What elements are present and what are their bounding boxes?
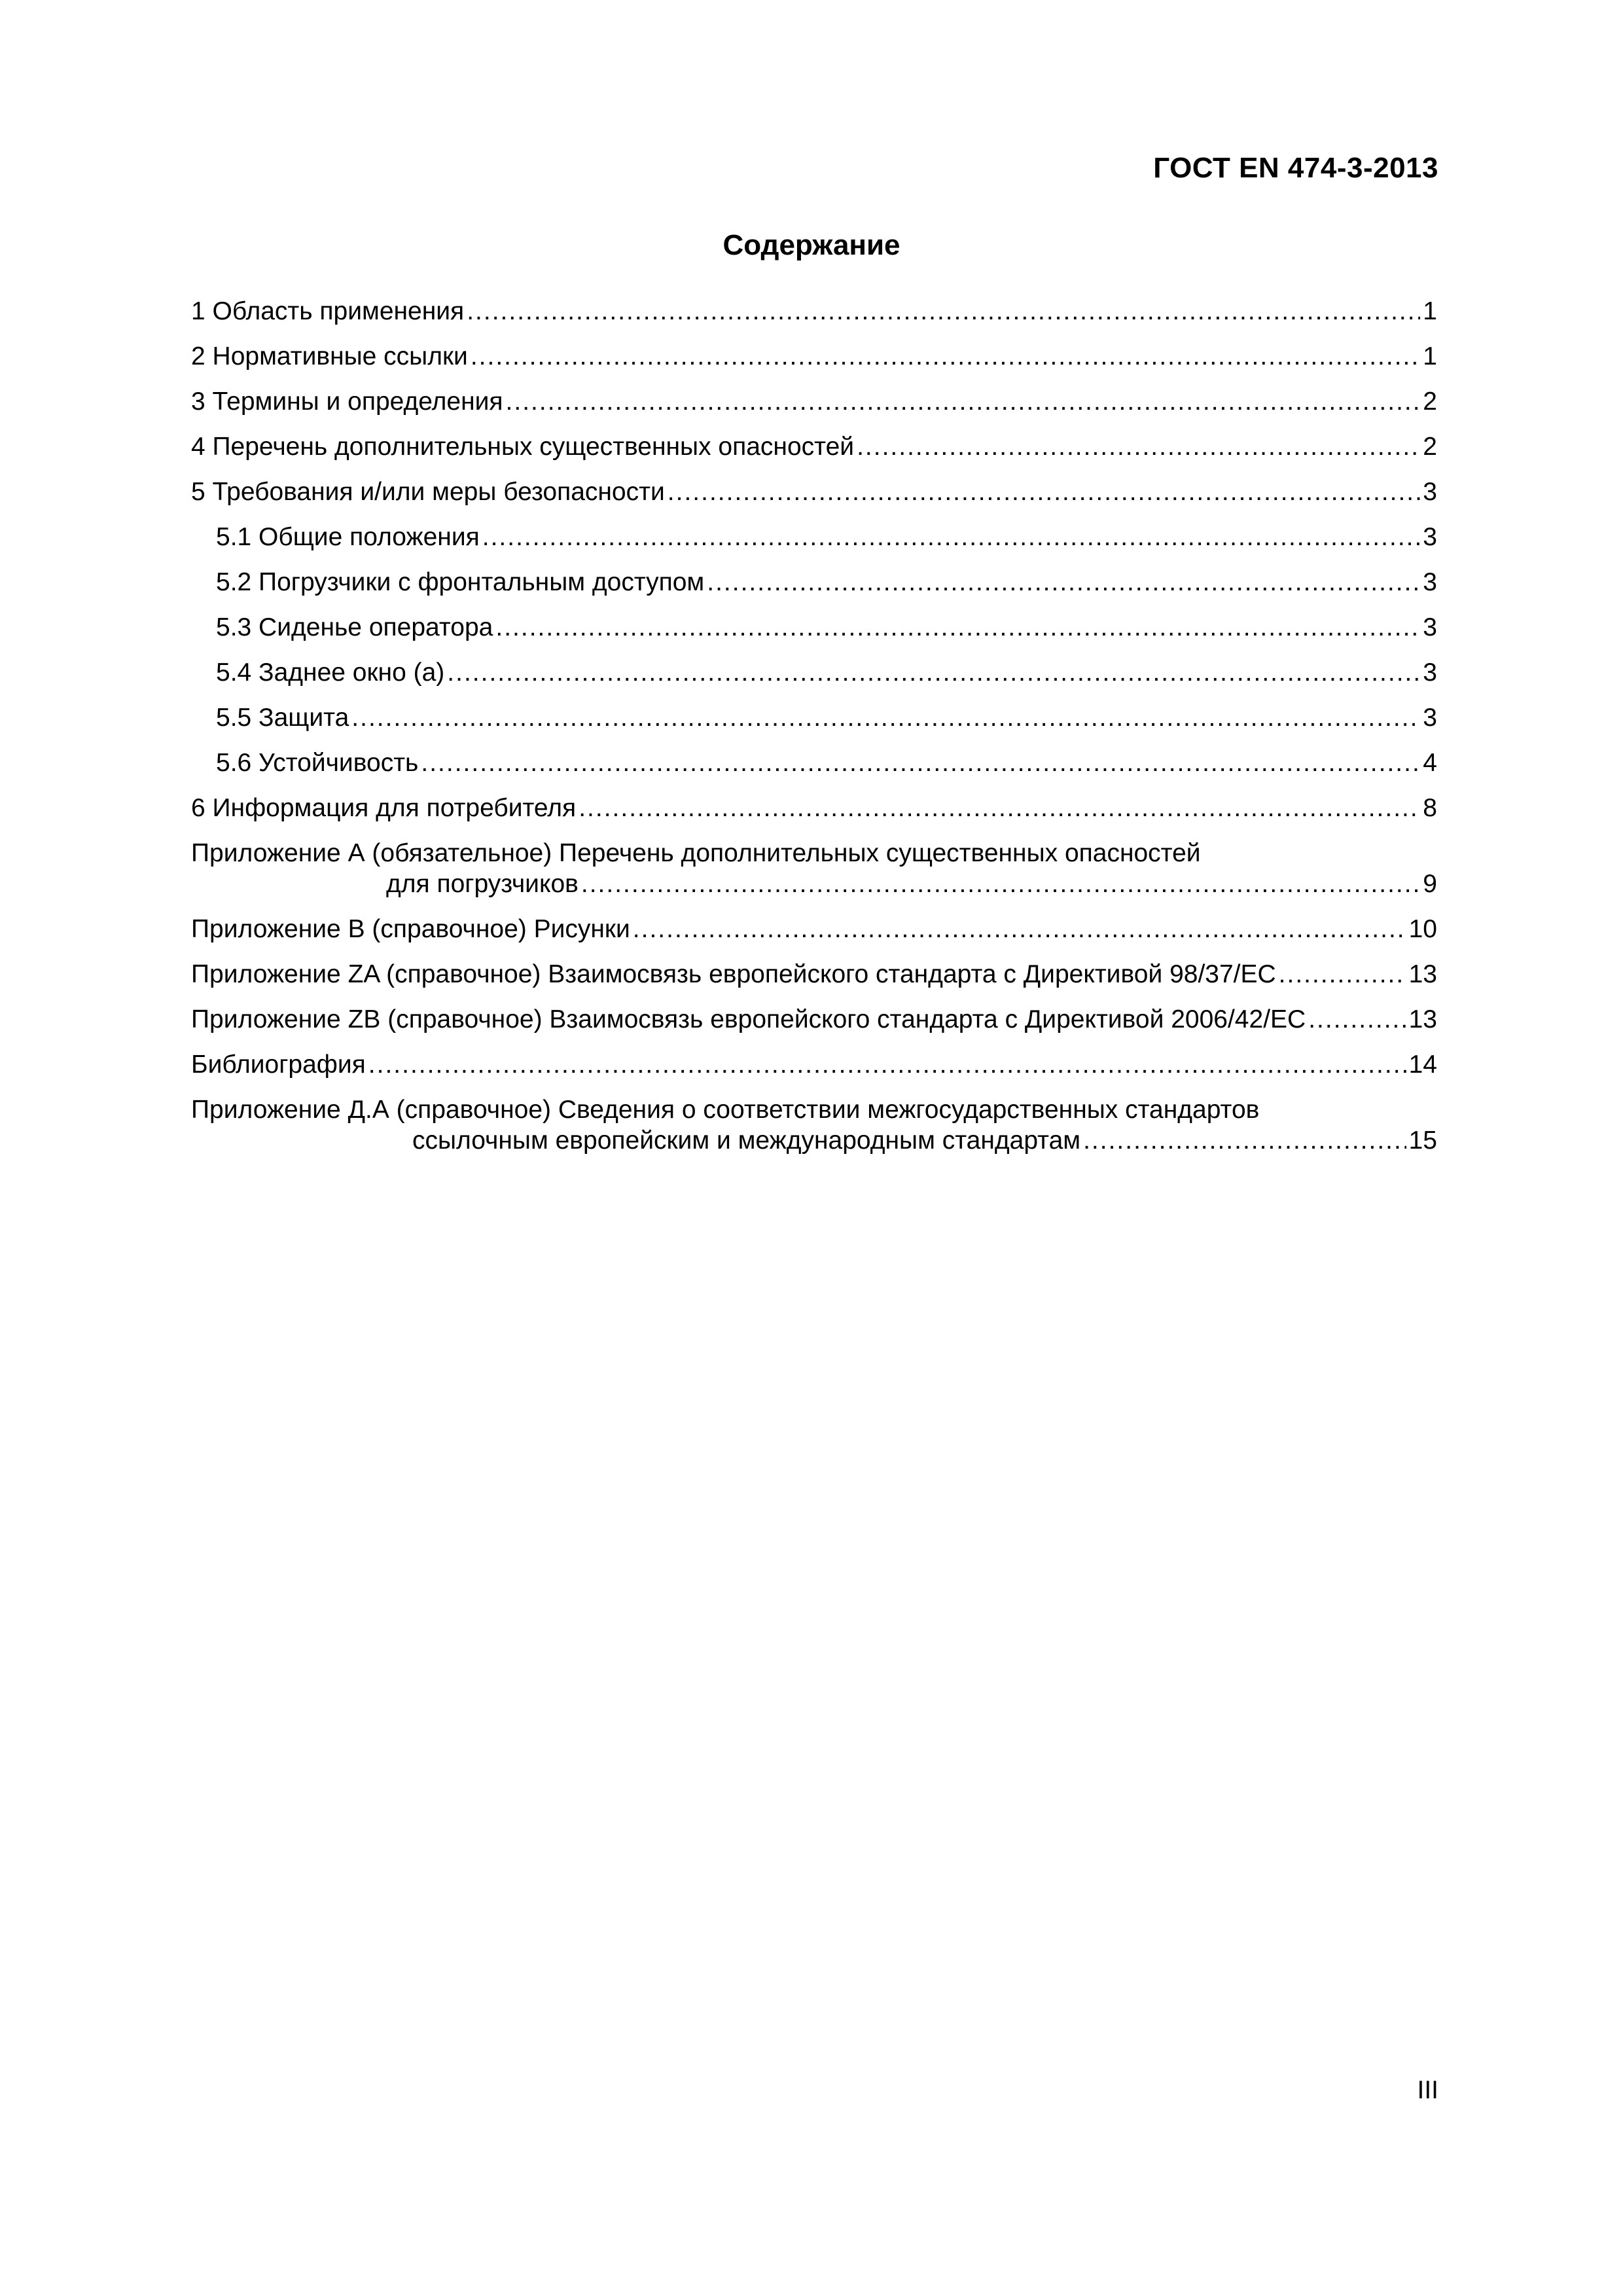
toc-entry-label: 1 Область применения	[191, 297, 465, 325]
toc-leader-dots	[857, 431, 1420, 462]
toc-leader-dots	[668, 476, 1421, 507]
toc-entry-hazards-list[interactable]	[191, 431, 1437, 462]
toc-leader-dots	[1279, 959, 1406, 990]
toc-entry-protection[interactable]	[191, 702, 1437, 733]
toc-entry-label: 5 Требования и/или меры безопасности	[191, 478, 665, 506]
toc-entry-page: 8	[1423, 794, 1437, 822]
toc-entry-page: 3	[1423, 523, 1437, 551]
toc-entry-label: Приложение А (обязательное) Перечень дополнительных существенных опасностей	[191, 839, 1201, 867]
toc-entry-page: 4	[1423, 749, 1437, 777]
toc-entry-label: 2 Нормативные ссылки	[191, 342, 468, 370]
page-number: III	[1417, 2076, 1438, 2104]
toc-entry-label: 6 Информация для потребителя	[191, 794, 577, 822]
toc-entry-page: 13	[1408, 1005, 1437, 1033]
toc-entry-annex-b[interactable]	[191, 914, 1437, 944]
toc-entry-page: 3	[1423, 704, 1437, 732]
toc-entry-label-continued: для погрузчиков	[386, 870, 579, 898]
table-of-contents	[191, 296, 1437, 1170]
toc-leader-dots	[1308, 1004, 1406, 1035]
toc-entry-terms-definitions[interactable]	[191, 386, 1437, 417]
toc-entry-page: 1	[1423, 297, 1437, 325]
toc-entry-label: 3 Термины и определения	[191, 387, 503, 416]
toc-leader-dots	[579, 793, 1420, 823]
toc-leader-dots	[471, 341, 1420, 372]
toc-leader-dots	[368, 1049, 1406, 1080]
toc-entry-annex-za[interactable]	[191, 959, 1437, 990]
toc-entry-stability[interactable]	[191, 747, 1437, 778]
toc-entry-label: Приложение ZA (справочное) Взаимосвязь европейского стандарта с Директивой 98/37/ЕС	[191, 960, 1276, 988]
toc-title: Содержание	[722, 229, 901, 261]
toc-entry-label: Приложение ZB (справочное) Взаимосвязь европейского стандарта с Директивой 2006/42/ЕС	[191, 1005, 1306, 1033]
toc-entry-label: Библиография	[191, 1050, 366, 1079]
toc-entry-scope[interactable]	[191, 296, 1437, 327]
toc-entry-page: 3	[1423, 568, 1437, 596]
toc-entry-page: 15	[1408, 1126, 1437, 1155]
toc-entry-label: 5.2 Погрузчики с фронтальным доступом	[216, 568, 705, 596]
toc-entry-label: 5.6 Устойчивость	[216, 749, 419, 777]
toc-entry-label: 5.4 Заднее окно (а)	[216, 658, 445, 687]
toc-entry-continuation	[191, 1125, 1437, 1156]
toc-entry-rear-window[interactable]	[191, 657, 1437, 688]
toc-entry-normative-references[interactable]	[191, 341, 1437, 372]
toc-leader-dots	[707, 567, 1420, 598]
toc-entry-page: 10	[1408, 915, 1437, 943]
toc-entry-page: 2	[1423, 387, 1437, 416]
toc-entry-user-information[interactable]	[191, 793, 1437, 823]
toc-entry-annex-a[interactable]	[191, 838, 1437, 899]
toc-entry-page: 14	[1408, 1050, 1437, 1079]
toc-leader-dots	[482, 522, 1421, 552]
toc-entry-annex-da[interactable]	[191, 1094, 1437, 1156]
toc-entry-label-continued: ссылочным европейским и международным стандартам	[412, 1126, 1081, 1155]
toc-entry-page: 1	[1423, 342, 1437, 370]
toc-entry-label: 4 Перечень дополнительных существенных опасностей	[191, 433, 855, 461]
toc-entry-label: 5.1 Общие положения	[216, 523, 480, 551]
toc-entry-bibliography[interactable]	[191, 1049, 1437, 1080]
toc-entry-page: 3	[1423, 613, 1437, 641]
toc-leader-dots	[447, 657, 1420, 688]
toc-leader-dots	[633, 914, 1406, 944]
toc-leader-dots	[1083, 1125, 1406, 1156]
toc-entry-label: 5.3 Сиденье оператора	[216, 613, 493, 641]
toc-entry-page: 9	[1423, 870, 1437, 898]
toc-leader-dots	[506, 386, 1421, 417]
toc-entry-label: Приложение Д.А (справочное) Сведения о соответствии межгосударственных стандартов	[191, 1096, 1260, 1124]
toc-entry-operator-seat[interactable]	[191, 612, 1437, 643]
document-code: ГОСТ EN 474-3-2013	[1153, 152, 1438, 184]
toc-leader-dots	[581, 869, 1420, 899]
toc-entry-label: 5.5 Защита	[216, 704, 349, 732]
toc-entry-page: 3	[1423, 478, 1437, 506]
toc-entry-continuation	[191, 869, 1437, 899]
toc-leader-dots	[495, 612, 1420, 643]
toc-entry-front-access-loaders[interactable]	[191, 567, 1437, 598]
toc-leader-dots	[351, 702, 1420, 733]
toc-entry-label: Приложение В (справочное) Рисунки	[191, 915, 630, 943]
toc-entry-general[interactable]	[191, 522, 1437, 552]
toc-entry-page: 13	[1408, 960, 1437, 988]
toc-entry-page: 2	[1423, 433, 1437, 461]
toc-leader-dots	[467, 296, 1420, 327]
toc-entry-page: 3	[1423, 658, 1437, 687]
toc-entry-annex-zb[interactable]	[191, 1004, 1437, 1035]
toc-leader-dots	[421, 747, 1420, 778]
toc-entry-safety-requirements[interactable]	[191, 476, 1437, 507]
